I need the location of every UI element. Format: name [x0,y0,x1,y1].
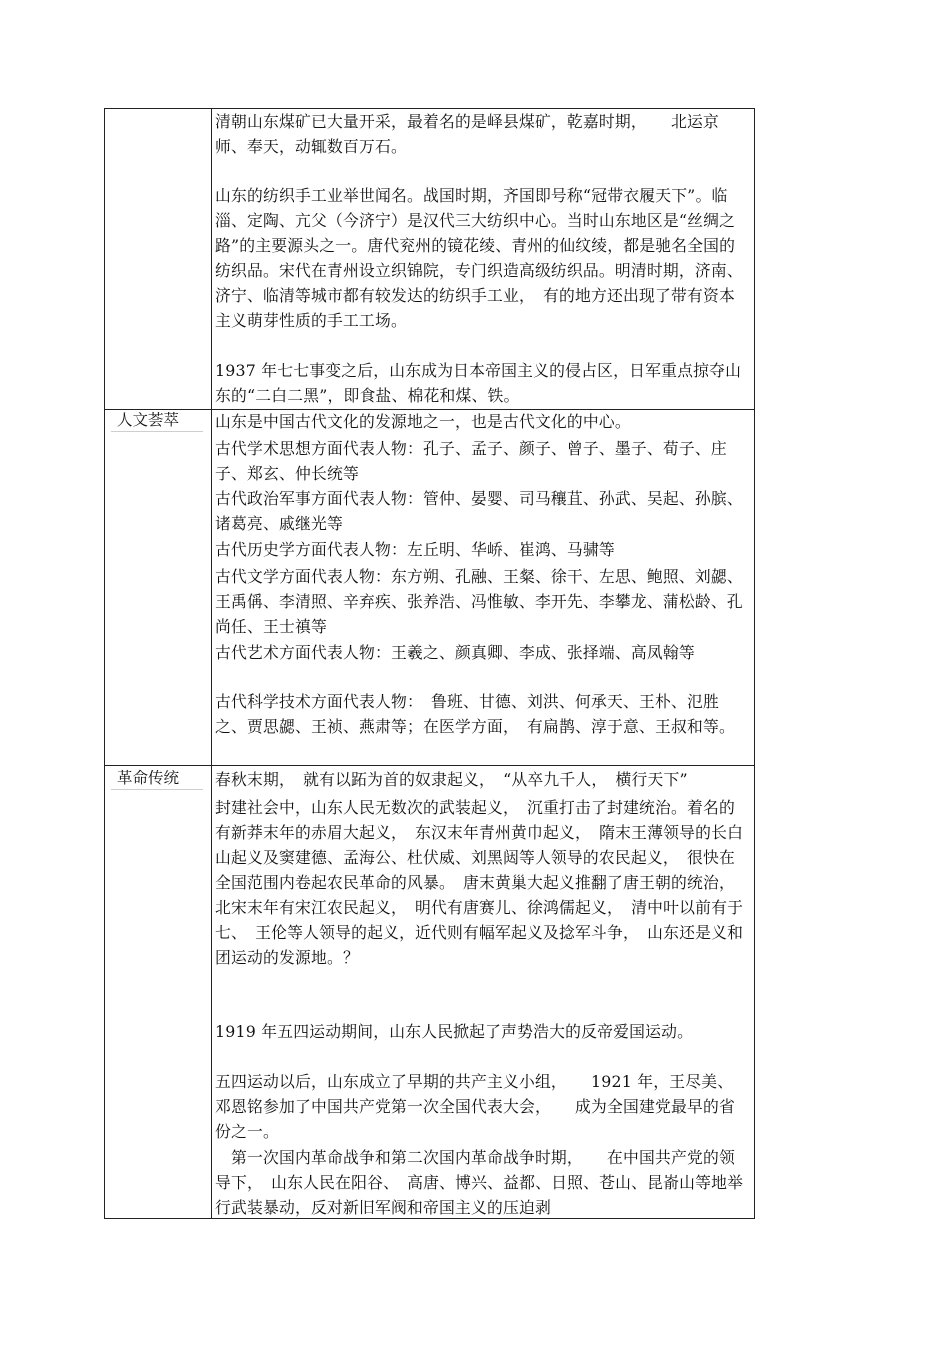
culture-intro-text: 山东是中国古代文化的发源地之一，也是古代文化的中心。 [215,412,631,431]
spring-autumn-uprising-text: 春秋末期， 就有以跖为首的奴隶起义， “从卒九千人， 横行天下” [215,770,688,789]
coal-mining-text: 清朝山东煤矿已大量开采，最着名的是峄县煤矿，乾嘉时期， 北运京师、奉天，动辄数百万石。 [215,112,720,156]
textile-industry-text: 山东的纺织手工业举世闻名。战国时期，齐国即号称“冠带衣履天下”。临淄、定陶、亢父（今济宁）是汉代三大纺织中心。当时山东地区是“丝绸之路”的主要源头之一。唐代兖州的镜花绫、青州的仙纹绫，都是驰名全国的纺织品。宋代在青州设立织锦院，专门织造高级纺织品。明清时期，济南、济宁、临清等城市都有较发达的纺织手工业， 有的地方还出现了带有资本主义萌芽性质的手工工场。 [215,186,743,330]
may-fourth-text: 1919 年五四运动期间，山东人民掀起了声势浩大的反帝爱国运动。 [215,1022,694,1041]
column-divider [211,109,212,1218]
literature-figures-text: 古代文学方面代表人物：东方朔、孔融、王粲、徐干、左思、鲍照、刘勰、王禹偁、李清照、辛弃疾、张养浩、冯惟敏、李开先、李攀龙、蒲松龄、孔尚任、王士禛等 [215,567,743,636]
category-label-revolution: 革命传统 [111,768,203,790]
feudal-uprisings-text: 封建社会中，山东人民无数次的武装起义， 沉重打击了封建统治。着名的有新莽末年的赤眉大起义， 东汉末年青州黄巾起义， 隋末王薄领导的长白山起义及窦建德、孟海公、杜伏威、刘黑闼等人领导的农民起义， 很快在全国范围内卷起农民革命的风暴。 唐末黄巢大起义推翻了唐王朝的统治， 北宋末年有宋江农民起义， 明代有唐赛儿、徐鸿儒起义， 清中叶以前有于七、 王伦等人领导的起义，近代则有幅军起义及捻军斗争， 山东还是义和团运动的发源地。？ [215,798,744,967]
history-figures-text: 古代历史学方面代表人物：左丘明、华峤、崔鸿、马骕等 [215,540,615,559]
science-figures-text: 古代科学技术方面代表人物： 鲁班、甘德、刘洪、何承天、王朴、氾胜之、贾思勰、王祯、燕肃等；在医学方面， 有扁鹊、淳于意、王叔和等。 [215,692,735,736]
cpc-founding-text: 五四运动以后，山东成立了早期的共产主义小组， 1921 年，王尽美、邓恩铭参加了中国共产党第一次全国代表大会， 成为全国建党最早的省份之一。 [215,1072,735,1141]
military-figures-text: 古代政治军事方面代表人物：管仲、晏婴、司马穰苴、孙武、吴起、孙膑、诸葛亮、戚继光等 [215,489,743,533]
occupation-text: 1937 年七七事变之后，山东成为日本帝国主义的侵占区，日军重点掠夺山东的“二白二黑”，即食盐、棉花和煤、铁。 [215,361,742,405]
row-divider [105,765,754,766]
art-figures-text: 古代艺术方面代表人物：王羲之、颜真卿、李成、张择端、高凤翰等 [215,643,695,662]
document-table [104,108,755,1219]
academic-figures-text: 古代学术思想方面代表人物：孔子、孟子、颜子、曾子、墨子、荀子、庄子、郑玄、仲长统等 [215,439,727,483]
category-label-culture: 人文荟萃 [111,410,203,432]
civil-war-text: 第一次国内革命战争和第二次国内革命战争时期， 在中国共产党的领导下， 山东人民在阳谷、 高唐、博兴、益都、日照、苍山、昆嵛山等地举行武装暴动，反对新旧军阀和帝国主义的压迫剥 [215,1148,744,1217]
